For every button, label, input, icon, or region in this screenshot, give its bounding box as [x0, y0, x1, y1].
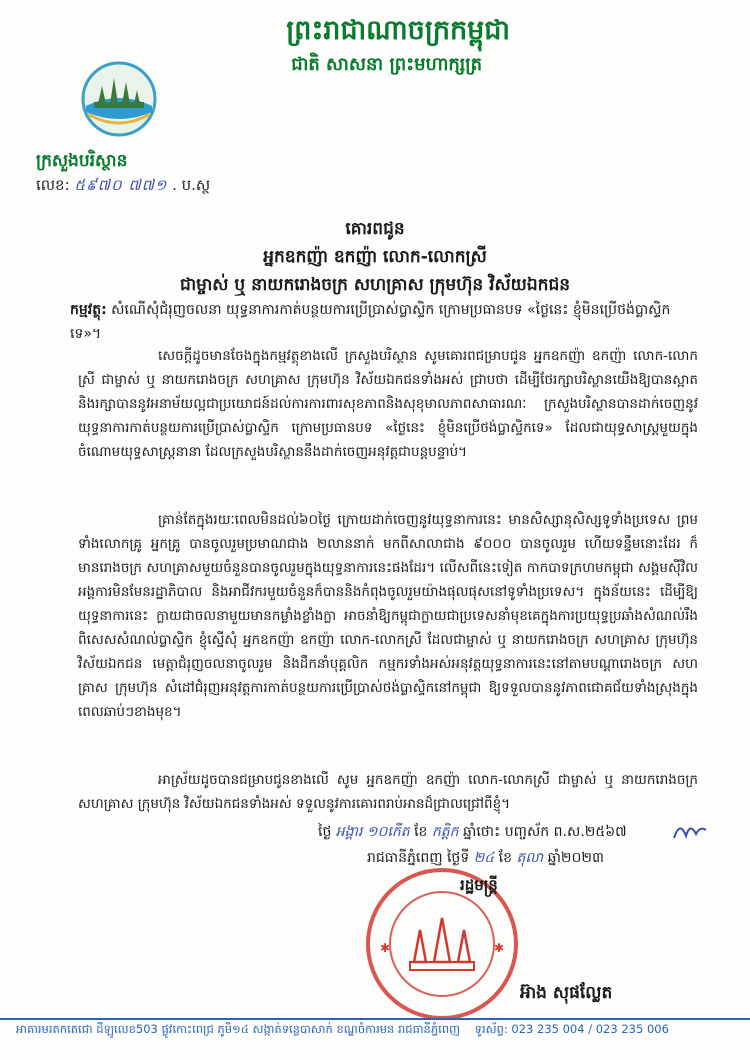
civil-month: តុលា — [516, 850, 544, 866]
footer-phone-label: ទូរស័ព្ទ: — [474, 1022, 508, 1036]
ref-suffix: . ប.ស្ថ — [172, 176, 211, 194]
svg-text:✱: ✱ — [494, 941, 505, 955]
civil-month-label: ខែ — [498, 850, 512, 866]
signatory-title: រដ្ឋមន្ត្រី — [460, 876, 498, 894]
lunar-suffix: ឆ្នាំថោះ បញ្ចស័ក ព.ស.២៥៦៧ — [463, 824, 627, 840]
salutation-line-1: គោរពជូន — [345, 219, 405, 239]
body-paragraph-1: សេចក្ដីដូចមានចែងក្នុងកម្មវត្ថុខាងលើ ក្រសួងបរិស្ថាន សូមគោរពជម្រាបជូន អ្នកឧកញ៉ា ឧកញ៉ា លោក-លោកស្រី ជាម្ចាស់ ឬ នាយករោងចក្រ សហគ្រាស ក្រុមហ៊ុន វិស័យឯកជនទាំងអស់ ជ្រាបថា ដើម្បីថែរក្សាបរិស្ថានយើងឱ្យបានស្អាត និងរក្សាបាននូវអនាម័យល្អជាប្រយោជន៍ដល់ការការពារសុខភាពនិងសុខុមាលភាពសាធារណៈ ក្រសួងបរិស្ថានបានដាក់ចេញនូវ យុទ្ធនាការកាត់បន្ថយការប្រើប្រាស់ប្លាស្ទិក ក្រោមប្រធានបទ «ថ្ងៃនេះ ខ្ញុំមិនប្រើថង់ប្លាស្ទិកទេ» ដែលជាយុទ្ធសាស្ត្រមួយក្នុងចំណោមយុទ្ធសាស្ត្រនានា ដែលក្រសួងបរិស្ថាននឹងដាក់ចេញអនុវត្តជាបន្តបន្ទាប់។ — [78, 348, 698, 460]
ministry-logo — [80, 60, 158, 138]
ref-prefix: លេខ: — [36, 176, 70, 194]
civil-day: ២៤ — [473, 850, 495, 866]
subject-label: កម្មវត្ថុ: — [70, 302, 107, 318]
subject-text: សំណើសុំជំរុញចលនា យុទ្ធនាការកាត់បន្ថយការប្រើប្រាស់ប្លាស្ទិក ក្រោមប្រធានបទ «ថ្ងៃនេះ ខ្ញុំមិនប្រើថង់ប្លាស្ទិកទេ»។ — [70, 302, 671, 342]
footer-rule — [0, 1018, 750, 1020]
body-paragraph-3: អាស្រ័យដូចបានជម្រាបជូនខាងលើ សូម អ្នកឧកញ៉ា ឧកញ៉ា លោក-លោកស្រី ជាម្ចាស់ ឬ នាយករោងចក្រ សហគ្រាស ក្រុមហ៊ុន វិស័យឯកជនទាំងអស់ ទទួលនូវការគោរពរាប់អានដ៏ជ្រាលជ្រៅពីខ្ញុំ។ — [78, 772, 698, 812]
civil-prefix: រាជធានីភ្នំពេញ ថ្ងៃទី — [367, 850, 470, 866]
salutation-line-3: ជាម្ចាស់ ឬ នាយករោងចក្រ សហគ្រាស ក្រុមហ៊ុន វិស័យឯកជន — [179, 275, 571, 295]
lunar-prefix: ថ្ងៃ — [318, 824, 332, 840]
national-motto: ជាតិ សាសនា ព្រះមហាក្សត្រ — [291, 54, 482, 75]
subject — [70, 298, 695, 346]
salutation-line-2: អ្នកឧកញ៉ា ឧកញ៉ា លោក-លោកស្រី — [263, 247, 487, 267]
official-seal-stamp — [362, 864, 522, 1024]
kingdom-title: ព្រះរាជាណាចក្រកម្ពុជា — [286, 15, 510, 46]
handwritten-initial — [670, 816, 710, 846]
reference-number — [36, 176, 210, 198]
svg-text:✱: ✱ — [380, 941, 391, 955]
civil-suffix: ឆ្នាំ២០២៣ — [547, 850, 604, 866]
ref-handwritten: ៥៩៧០ ៧៧១ — [74, 176, 168, 194]
lunar-month-handwritten: កត្ដិក — [431, 824, 459, 840]
lunar-day-handwritten: អង្គារ ១០កើត — [335, 824, 410, 840]
footer-contact — [16, 1022, 736, 1039]
lunar-month-label: ខែ — [414, 824, 428, 840]
footer-address: អាគារមរតកតេជោ ដីឡូលេខ503 ផ្លូវកោះពេជ្រ ភូមិ១៤ សង្កាត់ទន្លេបាសាក់ ខណ្ឌចំការមន រាជធានីភ្នំពេញ — [16, 1022, 461, 1036]
footer-phone: 023 235 004 / 023 235 006 — [511, 1022, 669, 1036]
lunar-date — [318, 822, 627, 843]
ministry-name: ក្រសួងបរិស្ថាន — [36, 151, 128, 171]
body-paragraph-2: គ្រាន់តែក្នុងរយៈពេលមិនដល់៦០ថ្ងៃ ក្រោយដាក់ចេញនូវយុទ្ធនាការនេះ មានសិស្សានុសិស្សទូទាំងប្រទេស ព្រមទាំងលោកគ្រូ អ្នកគ្រូ បានចូលរួមប្រមាណជាង ២លាននាក់ មកពីសាលាជាង ៩០០០ បានចូលរួម ហើយទន្ទឹមនោះដែរ ក៏មានរោងចក្រ សហគ្រាសមួយចំនួនបានចូលរួមក្នុងយុទ្ធនាការនេះផងដែរ។ លើសពីនេះទៀត កាកបាទក្រហមកម្ពុជា សង្គមស៊ីវិល អង្គការមិនមែនរដ្ឋាភិបាល និងអាជីវករមួយចំនួនក៏បាននិងកំពុងចូលរួមយ៉ាងផុលផុសនៅទូទាំងប្រទេស។ ក្នុងន័យនេះ ដើម្បីឱ្យយុទ្ធនាការនេះ ក្លាយជាចលនាមួយមានកម្លាំងខ្លាំងក្លា អាចនាំឱ្យកម្ពុជាក្លាយជាប្រទេសនាំមុខគេក្នុងការប្រយុទ្ធប្រឆាំងសំណល់រឹង ពិសេសសំណល់ប្លាស្ទិក ខ្ញុំស្នើសុំ អ្នកឧកញ៉ា ឧកញ៉ា លោក-លោកស្រី ដែលជាម្ចាស់ ឬ នាយករោងចក្រ សហគ្រាស ក្រុមហ៊ុន វិស័យឯកជន មេត្តាជំរុញចលនាចូលរួម និងដឹកនាំបុគ្គលិក កម្មករទាំងអស់អនុវត្តយុទ្ធនាការនេះនៅតាមបណ្ដារោងចក្រ សហគ្រាស ក្រុមហ៊ុន សំដៅជំរុញអនុវត្តការកាត់បន្ថយការប្រើប្រាស់ថង់ប្លាស្ទិកនៅកម្ពុជា ឱ្យទទួលបាននូវភាពជោគជ័យទាំងស្រុងក្នុងពេលឆាប់ៗខាងមុខ។ — [78, 512, 698, 720]
signatory-name: អ៊ាង សុផល្លែត — [520, 983, 613, 1003]
